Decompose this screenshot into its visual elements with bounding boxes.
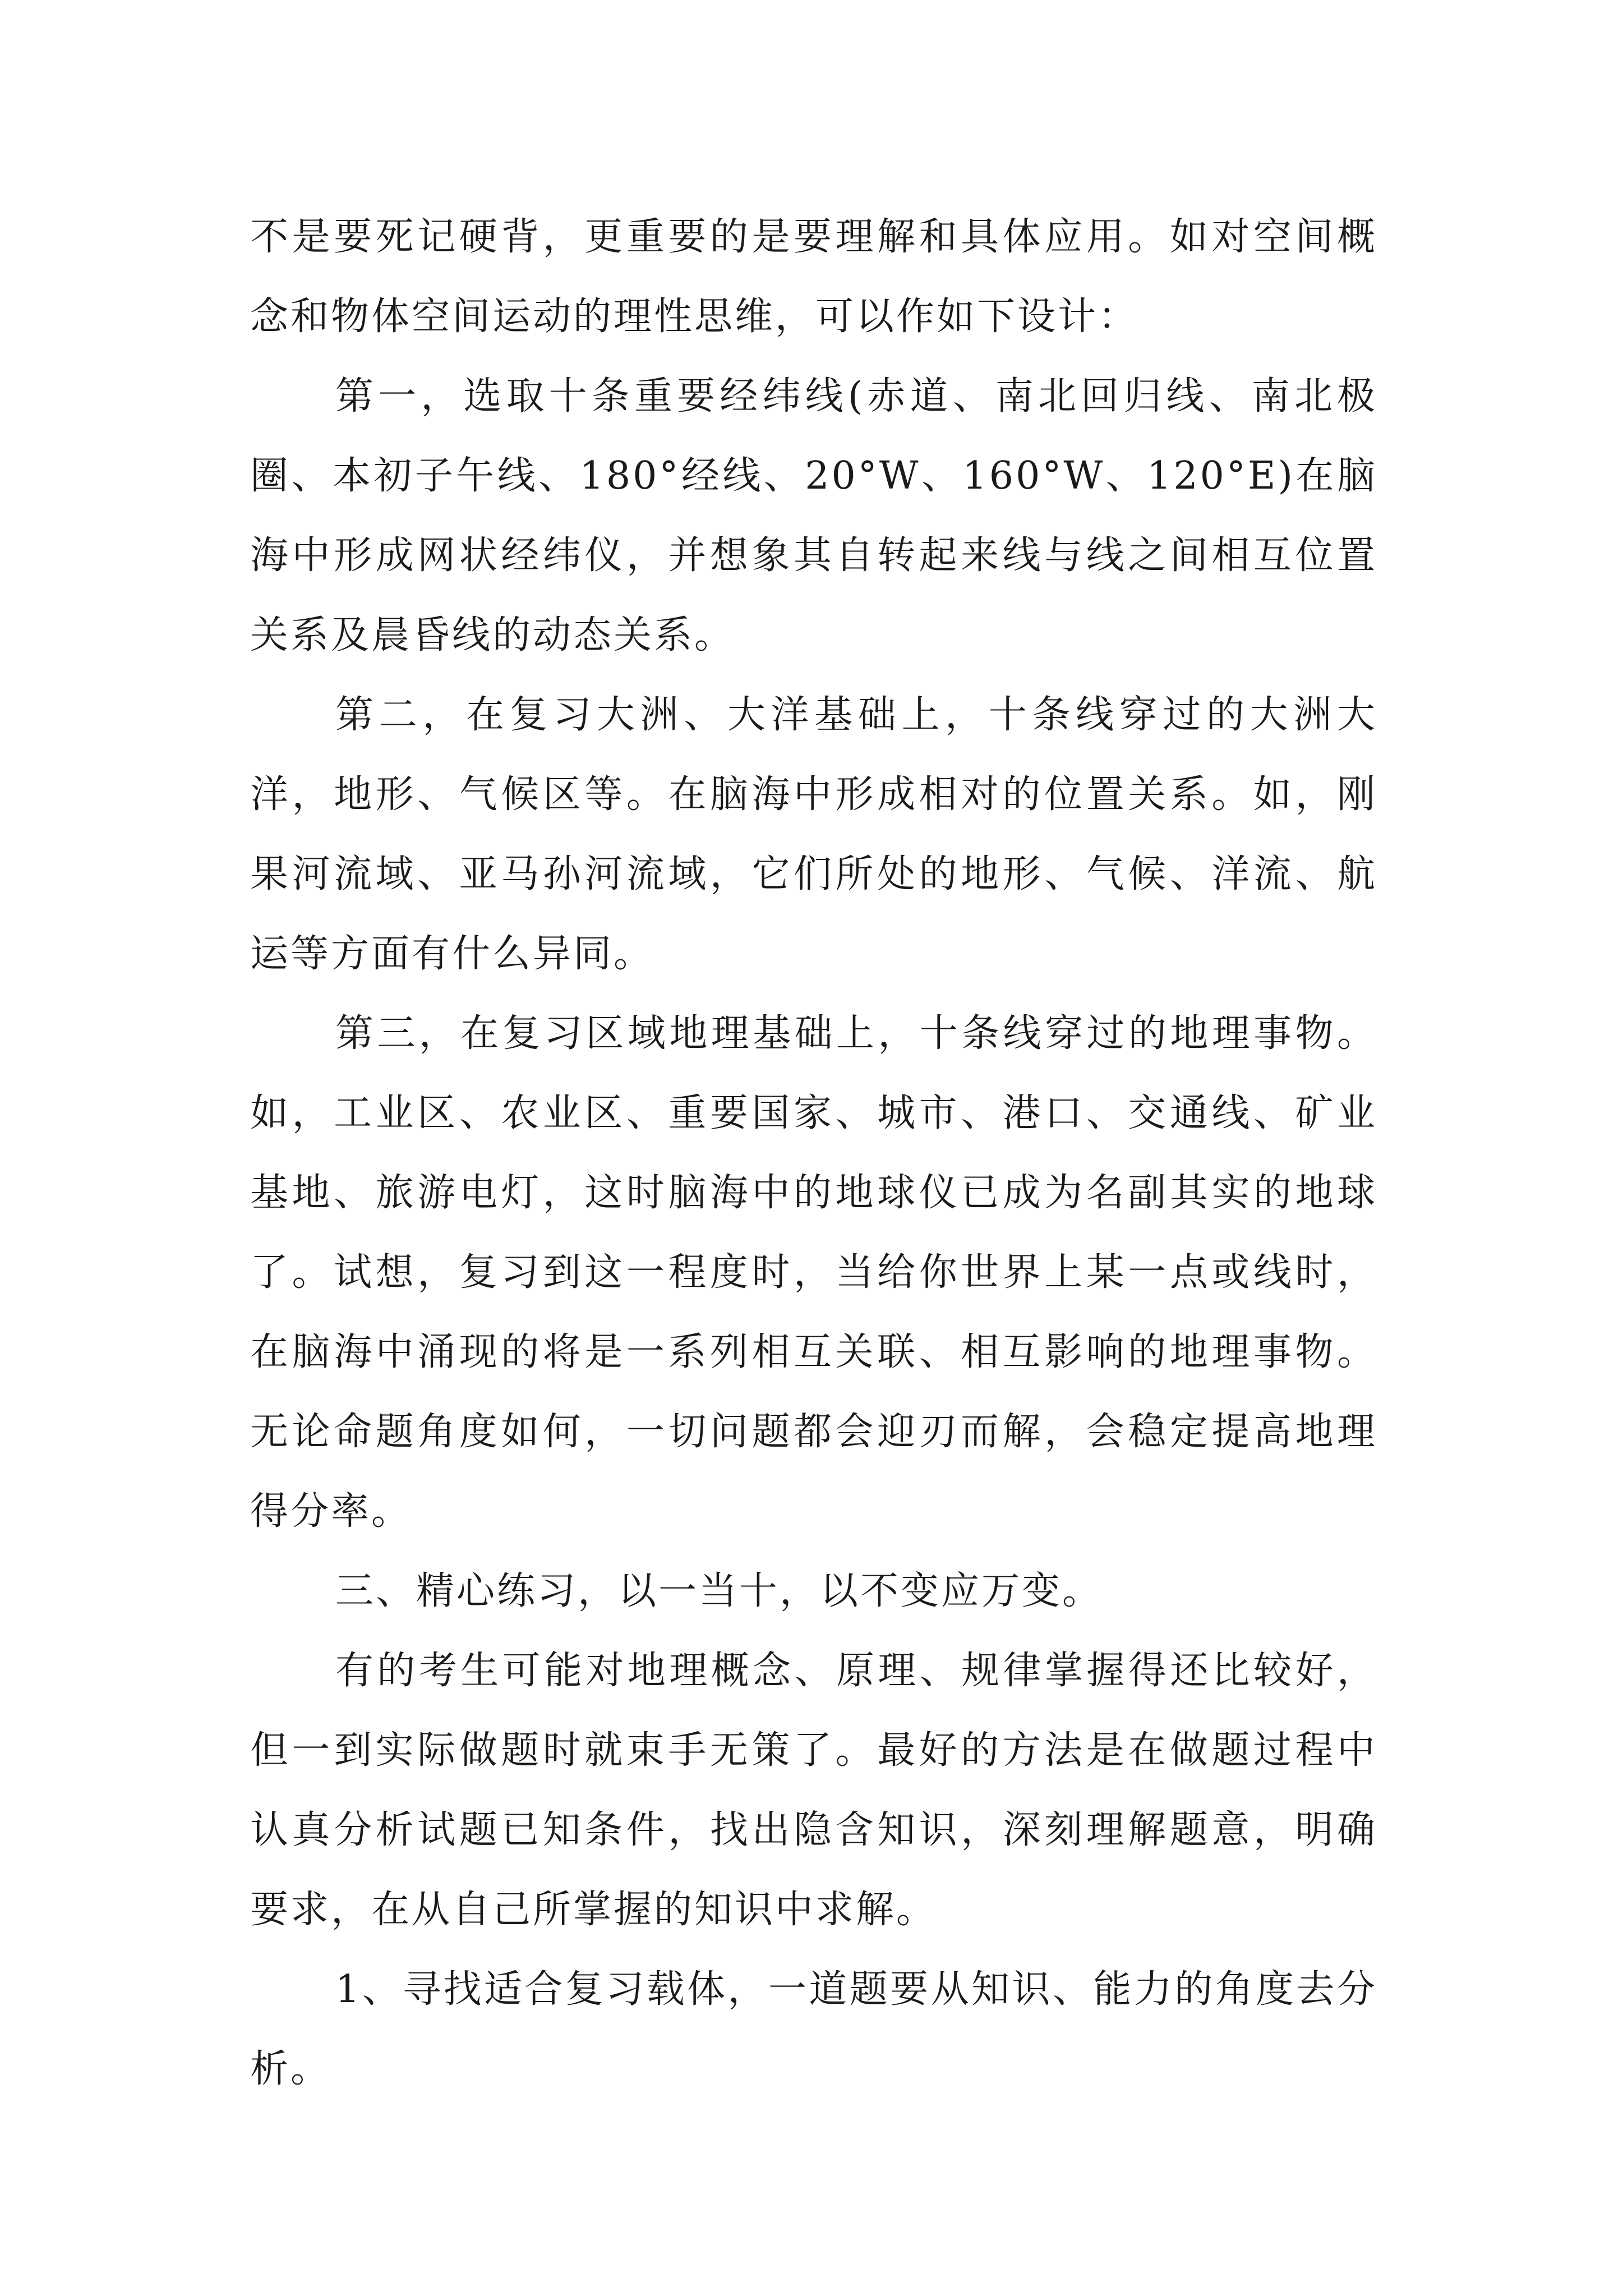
paragraph-6: 有的考生可能对地理概念、原理、规律掌握得还比较好，但一到实际做题时就束手无策了。最好的方法是在做题过程中认真分析试题已知条件，找出隐含知识，深刻理解题意，明确要求，在从自己所掌握的知识中求解。 — [250, 1649, 1377, 1932]
paragraph-5-heading: 三、精心练习，以一当十，以不变应万变。 — [335, 1569, 1103, 1613]
paragraph-1: 不是要死记硬背，更重要的是要理解和具体应用。如对空间概念和物体空间运动的理性思维，可以作如下设计： — [250, 215, 1377, 339]
paragraph-7: 1、寻找适合复习载体，一道题要从知识、能力的角度去分析。 — [250, 1967, 1377, 2091]
paragraph-4: 第三，在复习区域地理基础上，十条线穿过的地理事物。如，工业区、农业区、重要国家、城市、港口、交通线、矿业基地、旅游电灯，这时脑海中的地球仪已成为名副其实的地球了。试想，复习到这一程度时，当给你世界上某一点或线时，在脑海中涌现的将是一系列相互关联、相互影响的地理事物。无论命题角度如何，一切问题都会迎刃而解，会稳定提高地理得分率。 — [250, 1011, 1377, 1534]
paragraph-2: 第一，选取十条重要经纬线(赤道、南北回归线、南北极圈、本初子午线、180°经线、20°W、160°W、120°E)在脑海中形成网状经纬仪，并想象其自转起来线与线之间相互位置关系及晨昏线的动态关系。 — [250, 374, 1377, 657]
document-body — [250, 197, 1377, 2109]
paragraph-3: 第二，在复习大洲、大洋基础上，十条线穿过的大洲大洋，地形、气候区等。在脑海中形成相对的位置关系。如，刚果河流域、亚马孙河流域，它们所处的地形、气候、洋流、航运等方面有什么异同。 — [250, 693, 1377, 976]
